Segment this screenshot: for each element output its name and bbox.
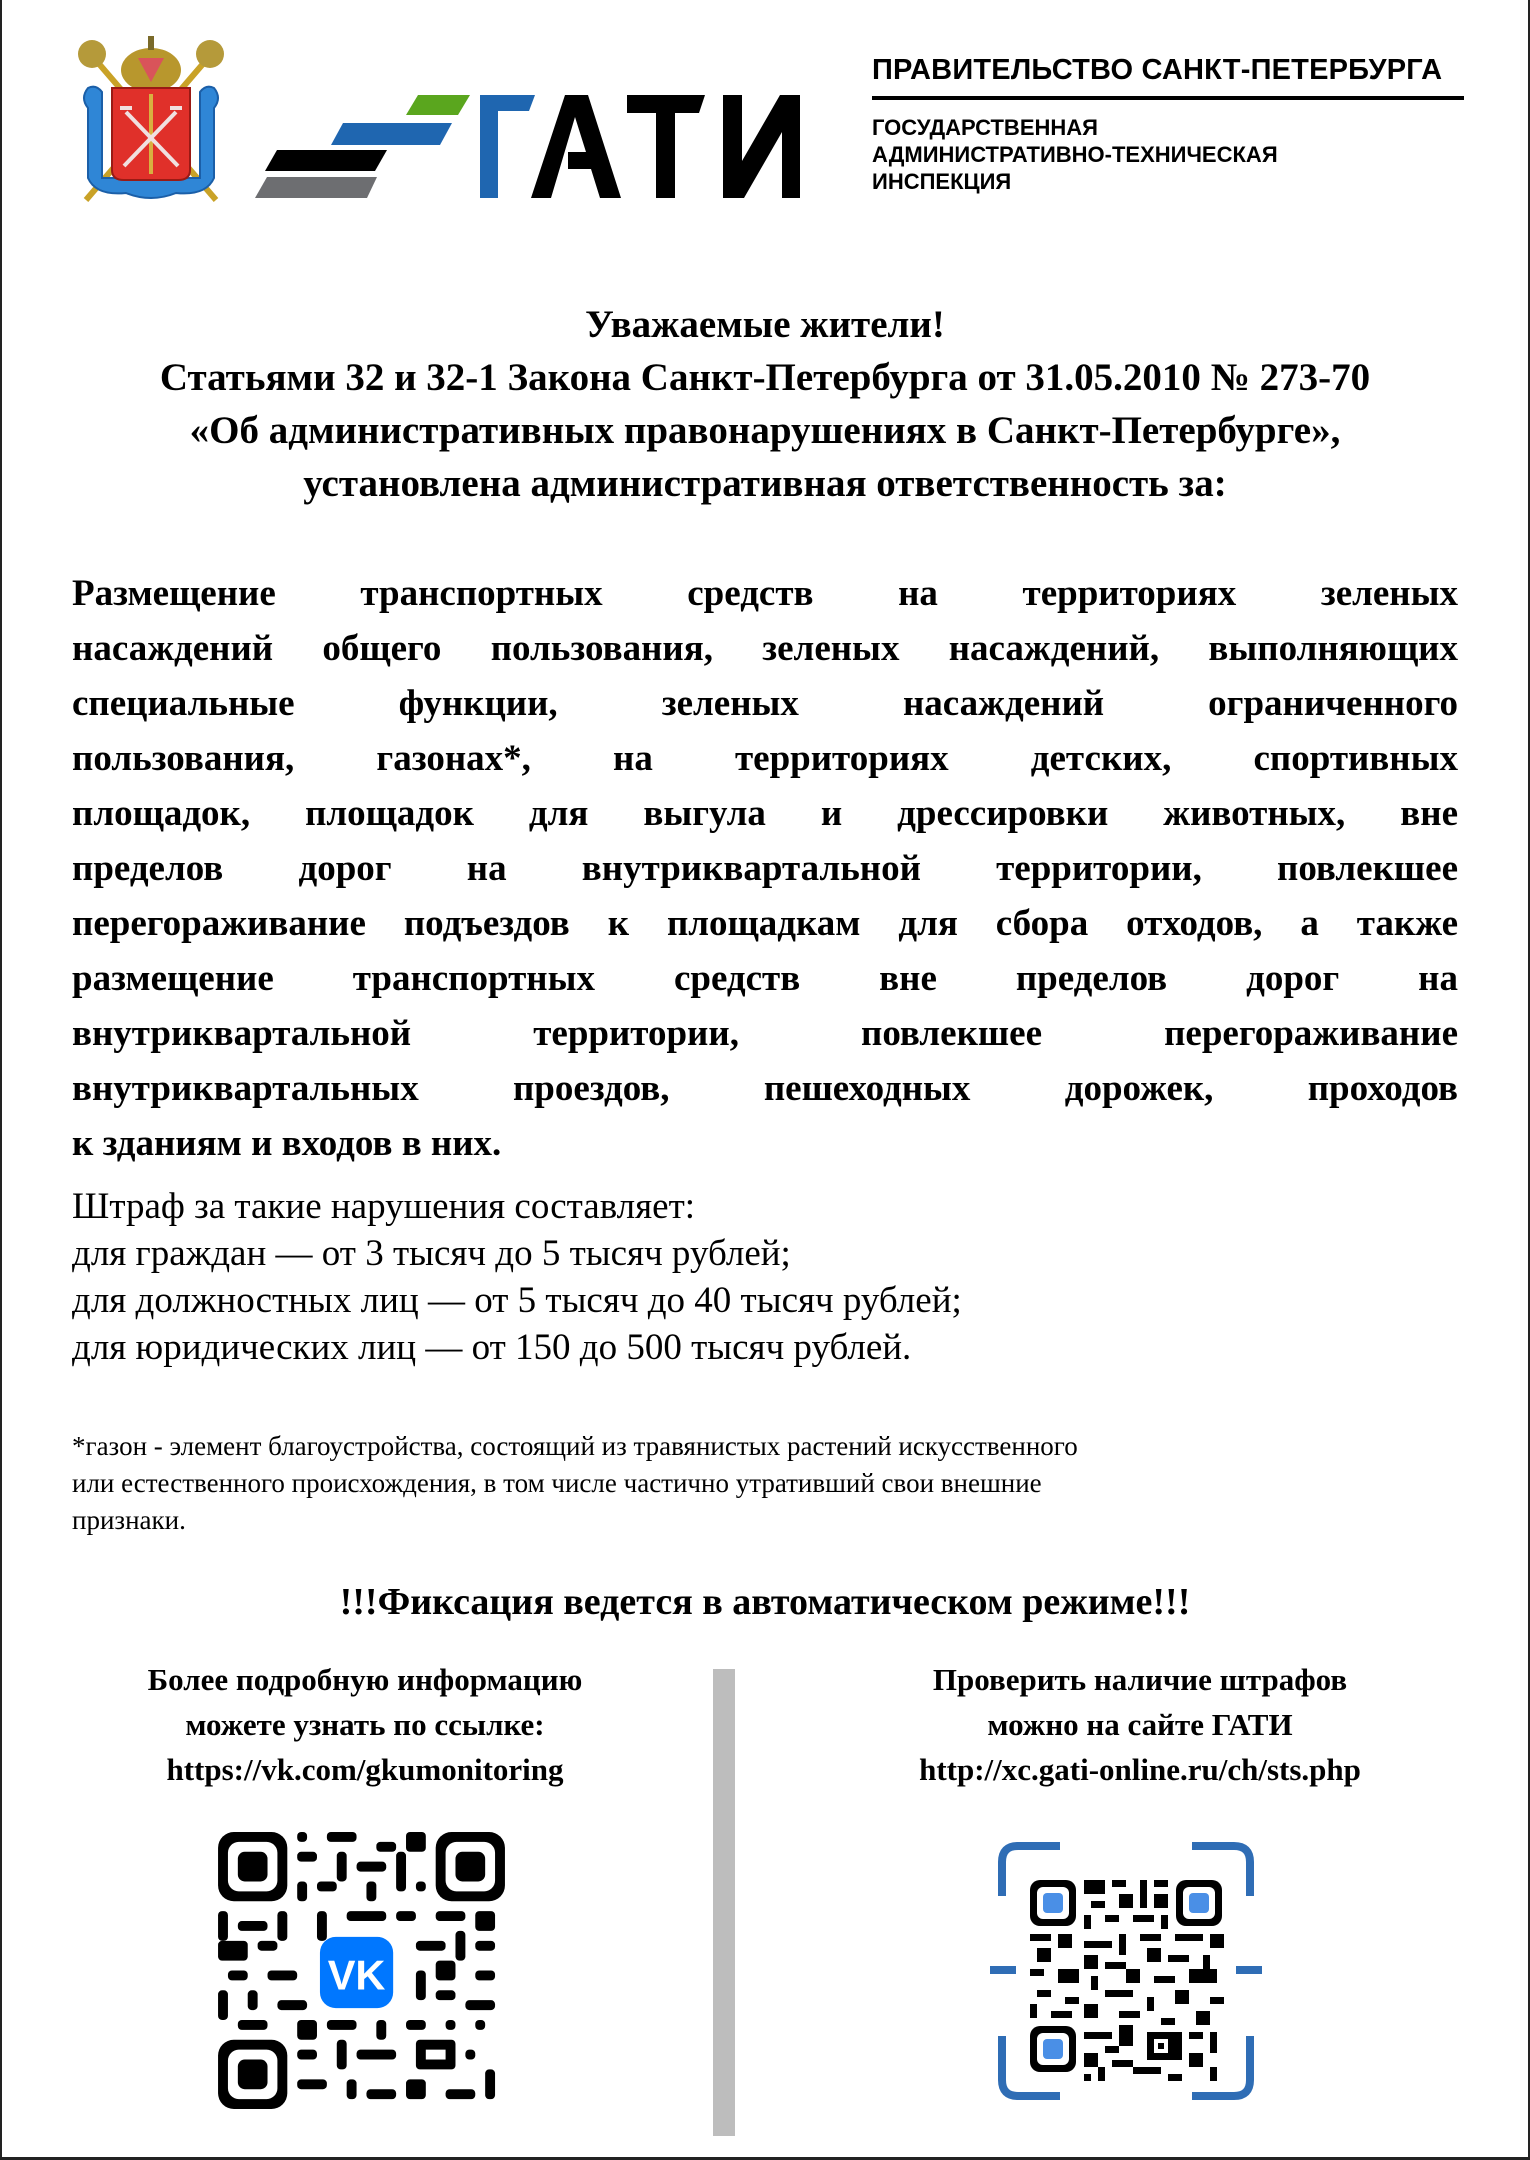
vk-info-column [30, 1657, 700, 1792]
violation-line: внутриквартальной территории, повлекшее перегораживание [72, 1013, 1458, 1054]
violation-line: пределов дорог на внутриквартальной территории, повлекшее [72, 848, 1458, 889]
coat-of-arms-icon [66, 28, 236, 208]
violation-line: специальные функции, зеленых насаждений ограниченного [72, 683, 1458, 724]
gati-logo [255, 95, 835, 205]
auto-recording-notice: !!!Фиксация ведется в автоматическом режиме!!! [339, 1581, 1191, 1623]
footnote-line: признаки. [72, 1505, 186, 1535]
agency-line-3: ИНСПЕКЦИЯ [872, 169, 1012, 194]
government-heading [872, 52, 1472, 195]
violation-description [72, 566, 1458, 1171]
gati-link[interactable]: http://xc.gati-online.ru/ch/sts.php [919, 1752, 1361, 1787]
fine-citizens: для граждан — от 3 тысяч до 5 тысяч рублей; [72, 1233, 791, 1274]
violation-line: внутриквартальных проездов, пешеходных дорожек, проходов [72, 1068, 1458, 1109]
agency-line-1: ГОСУДАРСТВЕННАЯ [872, 115, 1098, 140]
gati-info-line-1: Проверить наличие штрафов [932, 1662, 1348, 1697]
violation-line: размещение транспортных средств вне пределов дорог на [72, 958, 1458, 999]
vk-link[interactable]: https://vk.com/gkumonitoring [166, 1752, 564, 1787]
violation-line: Размещение транспортных средств на территориях зеленых [72, 573, 1458, 614]
gati-qr-code-icon[interactable] [972, 1822, 1272, 2122]
gati-info-line-2: можно на сайте ГАТИ [987, 1707, 1293, 1742]
agency-line-2: АДМИНИСТРАТИВНО-ТЕХНИЧЕСКАЯ [872, 142, 1278, 167]
fine-legal-entities: для юридических лиц — от 150 до 500 тысяч рублей. [72, 1327, 912, 1368]
violation-line: пользования, газонах*, на территориях детских, спортивных [72, 738, 1458, 779]
liability-intro: установлена административная ответственность за: [303, 462, 1227, 505]
fine-officials: для должностных лиц — от 5 тысяч до 40 тысяч рублей; [72, 1280, 962, 1321]
fines-intro: Штраф за такие нарушения составляет: [72, 1186, 696, 1227]
violation-line: перегораживание подъездов к площадкам для сбора отходов, а также [72, 903, 1458, 944]
government-title: ПРАВИТЕЛЬСТВО САНКТ-ПЕТЕРБУРГА [872, 54, 1443, 86]
fines-list [72, 1183, 1372, 1371]
gati-fines-column [780, 1657, 1500, 1792]
lawn-footnote [72, 1428, 1472, 1539]
vk-info-line-2: можете узнать по ссылке: [185, 1707, 545, 1742]
violation-line: площадок, площадок для выгула и дрессировки животных, вне [72, 793, 1458, 834]
violation-line: к зданиям и входов в них. [72, 1123, 502, 1164]
law-name: «Об административных правонарушениях в Санкт-Петербурге», [189, 409, 1341, 452]
greeting: Уважаемые жители! [585, 303, 945, 346]
vk-qr-code-icon[interactable] [218, 1832, 505, 2109]
svg-text:VK: VK [327, 1951, 386, 1999]
footnote-line: или естественного происхождения, в том числе частично утративший свои внешние [72, 1468, 1042, 1498]
notice-title [0, 298, 1530, 510]
heading-rule [872, 96, 1464, 100]
column-divider [713, 1669, 735, 2136]
vk-info-line-1: Более подробную информацию [147, 1662, 583, 1697]
footnote-line: *газон - элемент благоустройства, состоящий из травянистых растений искусственного [72, 1431, 1078, 1461]
violation-line: насаждений общего пользования, зеленых насаждений, выполняющих [72, 628, 1458, 669]
law-reference: Статьями 32 и 32-1 Закона Санкт-Петербурга от 31.05.2010 № 273-70 [159, 356, 1371, 399]
